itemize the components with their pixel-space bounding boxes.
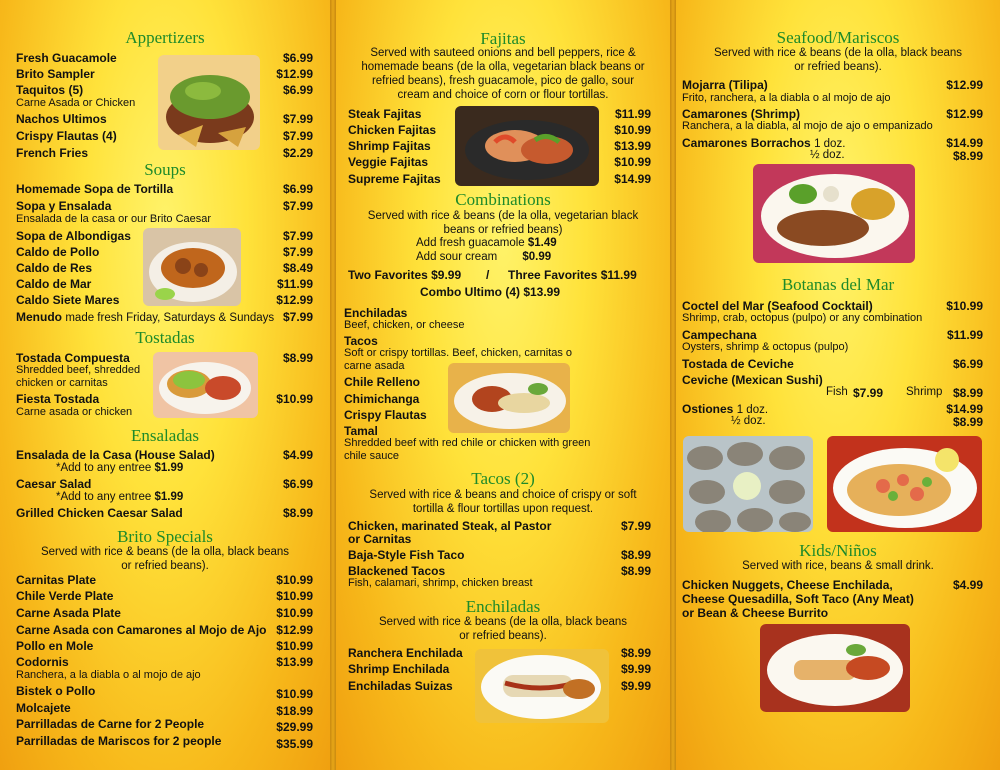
- menu-item-name: Steak Fajitas: [348, 107, 422, 121]
- add-on-price: $0.99: [522, 251, 552, 263]
- section-description: homemade beans (de la olla, vegetarian black beans or: [361, 61, 645, 73]
- quantity-label: ½ doz.: [731, 415, 766, 427]
- menu-item-name: Grilled Chicken Caesar Salad: [16, 506, 183, 520]
- ceviche-shrimp-price: $8.99: [952, 386, 983, 400]
- menu-item-name: Shrimp Enchilada: [348, 662, 450, 676]
- section-title-seafood: Seafood/Mariscos: [776, 28, 900, 47]
- menu-item-note: Carne asada or chicken: [16, 406, 133, 418]
- borrachos-line: [682, 136, 845, 150]
- menu-item-name: Chimichanga: [344, 392, 420, 406]
- menu-item-name: Nachos Ultimos: [16, 112, 107, 126]
- menu-item-price: $10.99: [276, 392, 313, 406]
- menu-item-name: Homemade Sopa de Tortilla: [16, 182, 174, 196]
- section-description: or refried beans).: [121, 560, 209, 572]
- menu-item-name: Chile Relleno: [344, 375, 421, 389]
- ostiones-line: [682, 402, 768, 416]
- section-description: Served with rice, beans & small drink.: [742, 560, 934, 572]
- combo-ultimo: Combo Ultimo (4) $13.99: [420, 285, 561, 299]
- menu-item-price: $8.99: [282, 506, 313, 520]
- menu-item-price: $7.99: [282, 229, 313, 243]
- menu-item-price: $14.99: [946, 136, 983, 150]
- kids-item-line: Cheese Quesadilla, Soft Taco (Any Meat): [682, 592, 914, 606]
- menu-item-note: Shredded beef, shredded: [16, 364, 141, 376]
- menu-item-price: $8.99: [282, 351, 313, 365]
- add-on-price: $1.49: [527, 237, 557, 249]
- kids-plate-photo: [760, 624, 910, 712]
- menu-item-price: $7.99: [282, 129, 313, 143]
- guacamole-photo: [158, 55, 260, 150]
- menu-item-note: Fish, calamari, shrimp, chicken breast: [348, 577, 533, 589]
- menu-item-name: Bistek o Pollo: [16, 684, 96, 698]
- section-description: refried beans), fresh guacamole, pico de gallo, sour: [371, 75, 635, 87]
- section-description: cream and choice of corn or flour tortillas.: [397, 89, 609, 101]
- section-title-soups: Soups: [144, 160, 186, 179]
- menu-item-name: Brito Sampler: [16, 67, 95, 81]
- menu-item-price: $10.99: [276, 573, 313, 587]
- ceviche-tostada-photo: [827, 436, 982, 532]
- menu-item-note: Carne Asada or Chicken: [16, 97, 136, 109]
- add-on-line: [416, 251, 551, 263]
- section-title-botanas: Botanas del Mar: [781, 275, 895, 294]
- menu-panel-left: [0, 0, 330, 770]
- menu-item-price: $11.99: [614, 107, 651, 121]
- menu-item-name: Carne Asada Plate: [16, 606, 121, 620]
- menu-item-name: Molcajete: [16, 701, 71, 715]
- menu-item-name: Chile Verde Plate: [16, 589, 114, 603]
- menu-item-name: Tacos: [344, 334, 378, 348]
- section-description: Served with sauteed onions and bell peppers, rice &: [370, 47, 636, 59]
- section-title-kids: Kids/Niños: [799, 541, 877, 560]
- quantity-label: 1 doz.: [736, 404, 769, 416]
- menu-item-name: Taquitos (5): [16, 83, 84, 97]
- section-description: or refried beans).: [459, 630, 547, 642]
- menu-panel-right: [676, 0, 1000, 770]
- menu-item-price: $7.99: [282, 245, 313, 259]
- menu-item-price: $18.99: [276, 704, 313, 718]
- menu-item-name: Codornis: [16, 655, 69, 669]
- section-description: Served with rice & beans (de la olla, vegetarian black: [367, 210, 639, 222]
- combo-two-favorites: Two Favorites $9.99: [348, 268, 462, 282]
- menu-item-price: $6.99: [282, 182, 313, 196]
- menu-item-price: $2.29: [282, 146, 313, 160]
- section-title-ensaladas: Ensaladas: [131, 426, 199, 445]
- fajitas-photo: [455, 106, 599, 186]
- menu-item-price: $12.99: [276, 623, 313, 637]
- menu-item-price: $7.99: [282, 310, 313, 324]
- menu-item-price: $11.99: [276, 277, 313, 291]
- section-description: beans or refried beans): [443, 224, 563, 236]
- menu-item-name: Camarones (Shrimp): [682, 107, 801, 121]
- menu-item-name: Ceviche (Mexican Sushi): [682, 373, 823, 387]
- menu-item-note: carne asada: [344, 360, 405, 372]
- menu-item-price: $4.99: [952, 578, 983, 592]
- ceviche-shrimp-label: Shrimp: [906, 386, 943, 398]
- menu-item-name: Mojarra (Tilipa): [682, 78, 768, 92]
- section-description: Served with rice & beans (de la olla, black beans: [40, 546, 290, 558]
- menu-item-note: Shredded beef with red chile or chicken with green: [344, 437, 591, 449]
- menu-item-price: $12.99: [946, 107, 983, 121]
- menu-item-price: $8.99: [952, 415, 983, 429]
- menu-item-price: $29.99: [276, 720, 313, 734]
- menu-item-note: Soft or crispy tortillas. Beef, chicken, carnitas o: [344, 347, 573, 359]
- menu-item-price: $7.99: [282, 112, 313, 126]
- menu-item-name: Chicken, marinated Steak, al Pastor: [348, 519, 552, 533]
- section-description: Served with rice & beans (de la olla, black beans: [713, 47, 963, 59]
- menu-item-name: Enchiladas Suizas: [348, 679, 453, 693]
- menu-item-name: Crispy Flautas (4): [16, 129, 117, 143]
- menu-item-price: $10.99: [276, 687, 313, 701]
- section-title-appetizers: Appertizers: [125, 28, 205, 47]
- combo-three-favorites: Three Favorites $11.99: [508, 268, 637, 282]
- menu-item-name: Enchiladas: [344, 306, 408, 320]
- menu-item-price: $12.99: [276, 67, 313, 81]
- menu-item-price: $10.99: [614, 123, 651, 137]
- menu-item-price: $6.99: [282, 83, 313, 97]
- section-title-tacos: Tacos (2): [471, 469, 535, 488]
- menu-item-price: $35.99: [276, 737, 313, 751]
- menu-item-name: Menudo: [16, 310, 62, 324]
- menu-item-price: $12.99: [946, 78, 983, 92]
- menu-item-note: *Add to any entree: [56, 462, 152, 474]
- menu-item-price: $10.99: [276, 589, 313, 603]
- menu-item-name: Ranchera Enchilada: [348, 646, 463, 660]
- menu-item-price: $10.99: [276, 606, 313, 620]
- menu-item-name: Tostada Compuesta: [16, 351, 130, 365]
- menu-item-note: Ranchera, a la diabla o al mojo de ajo: [16, 669, 201, 681]
- add-on-price: $1.99: [154, 491, 184, 503]
- menu-item-name: Fresh Guacamole: [16, 51, 117, 65]
- menu-item-name: Parrilladas de Mariscos for 2 people: [16, 734, 222, 748]
- menu-item-name: Supreme Fajitas: [348, 172, 441, 186]
- add-on-label: Add sour cream: [416, 251, 498, 263]
- menu-item-name: Chicken Fajitas: [348, 123, 437, 137]
- add-on-price: $1.99: [154, 462, 184, 474]
- menu-item-name: Tamal: [344, 424, 378, 438]
- menu-item-name: Ensalada de la Casa (House Salad): [16, 448, 215, 462]
- menu-item-name: Crispy Flautas: [344, 408, 427, 422]
- menu-item-name: Coctel del Mar (Seafood Cocktail): [682, 299, 873, 313]
- section-description: or refried beans).: [794, 61, 882, 73]
- menu-item-note: Frito, ranchera, a la diabla o al mojo de ajo: [682, 92, 891, 104]
- section-description: Served with rice & beans and choice of crispy or soft: [369, 489, 637, 501]
- menu-item-price: $8.99: [620, 548, 651, 562]
- albondigas-soup-photo: [143, 228, 241, 306]
- menu-item-name: Blackened Tacos: [348, 564, 446, 578]
- menu-item-name: Caesar Salad: [16, 477, 92, 491]
- kids-item-line: Chicken Nuggets, Cheese Enchilada,: [682, 578, 893, 592]
- menu-item-note: *Add to any entree: [56, 491, 152, 503]
- menu-item-price: $8.99: [620, 564, 651, 578]
- menu-item-name: Ostiones: [682, 402, 734, 416]
- mojarra-fish-photo: [753, 164, 915, 263]
- tostada-photo: [153, 352, 258, 418]
- menu-item-price: $9.99: [620, 662, 651, 676]
- menu-item-name: Carne Asada con Camarones al Mojo de Ajo: [16, 623, 267, 637]
- menu-item-note: Oysters, shrimp & octopus (pulpo): [682, 341, 849, 353]
- menu-item-name: Pollo en Mole: [16, 639, 94, 653]
- menu-item-price: $10.99: [946, 299, 983, 313]
- section-description: Served with rice & beans (de la olla, black beans: [378, 616, 628, 628]
- menu-item-price: $9.99: [620, 679, 651, 693]
- menu-item-note: Ensalada de la casa or our Brito Caesar: [16, 213, 212, 225]
- enchiladas-photo: [475, 649, 609, 723]
- quantity-label: ½ doz.: [810, 149, 845, 161]
- menu-item-price: $6.99: [282, 477, 313, 491]
- menu-item-note: chicken or carnitas: [16, 377, 108, 389]
- menu-item-price: $13.99: [276, 655, 313, 669]
- menu-item-price: $14.99: [614, 172, 651, 186]
- menu-panel-center: [336, 0, 670, 770]
- menu-item-name: French Fries: [16, 146, 89, 160]
- menu-item-note: Ranchera, a la diabla, al mojo de ajo o empanizado: [682, 120, 933, 132]
- ceviche-fish-price: $7.99: [853, 386, 884, 400]
- combo-separator: /: [486, 268, 490, 282]
- section-title-fajitas: Fajitas: [480, 29, 526, 48]
- menu-item-name: Parrilladas de Carne for 2 People: [16, 717, 205, 731]
- menu-item-price: $4.99: [282, 448, 313, 462]
- menu-item-name: Carnitas Plate: [16, 573, 97, 587]
- menu-item-note: chile sauce: [344, 450, 400, 462]
- menu-item-name: or Carnitas: [348, 532, 412, 546]
- menu-item-price: $7.99: [282, 199, 313, 213]
- combination-plate-photo: [448, 363, 570, 433]
- menu-item-note: Shrimp, crab, octopus (pulpo) or any combination: [682, 312, 923, 324]
- add-on-line: [56, 462, 183, 474]
- section-title-enchiladas: Enchiladas: [465, 597, 541, 616]
- section-title-brito-specials: Brito Specials: [117, 527, 213, 546]
- menu-item-price: $13.99: [614, 139, 651, 153]
- menu-item-name: Baja-Style Fish Taco: [348, 548, 465, 562]
- menu-item-name: Shrimp Fajitas: [348, 139, 431, 153]
- oysters-photo: [683, 436, 813, 532]
- add-on-line: [416, 237, 557, 249]
- menu-item-price: $8.49: [282, 261, 313, 275]
- menu-item-name: Sopa y Ensalada: [16, 199, 112, 213]
- quantity-label: 1 doz.: [814, 138, 846, 150]
- section-description: tortilla & flour tortillas upon request.: [412, 503, 594, 515]
- menu-item-name: Caldo de Pollo: [16, 245, 100, 259]
- menu-item-name: Veggie Fajitas: [348, 155, 429, 169]
- menu-item-price: $7.99: [620, 519, 651, 533]
- menu-item-price: $10.99: [276, 639, 313, 653]
- menu-item-name: Tostada de Ceviche: [682, 357, 794, 371]
- menu-item-name: Camarones Borrachos: [682, 136, 811, 150]
- menu-item-price: $12.99: [276, 293, 313, 307]
- menudo-line: [16, 310, 274, 324]
- section-title-combinations: Combinations: [455, 190, 551, 209]
- menu-item-price: $6.99: [952, 357, 983, 371]
- menu-item-price: $8.99: [620, 646, 651, 660]
- menu-item-note: made fresh Friday, Saturdays & Sundays: [65, 312, 275, 324]
- section-title-tostadas: Tostadas: [135, 328, 195, 347]
- menu-item-price: $14.99: [946, 402, 983, 416]
- menu-item-price: $6.99: [282, 51, 313, 65]
- kids-item-line: or Bean & Cheese Burrito: [682, 606, 829, 620]
- menu-item-note: Beef, chicken, or cheese: [344, 319, 465, 331]
- add-on-label: Add fresh guacamole: [416, 237, 525, 249]
- menu-item-price: $10.99: [614, 155, 651, 169]
- menu-item-name: Campechana: [682, 328, 757, 342]
- menu-item-name: Fiesta Tostada: [16, 392, 100, 406]
- menu-item-name: Sopa de Albondigas: [16, 229, 131, 243]
- add-on-line: [56, 491, 183, 503]
- menu-item-price: $8.99: [952, 149, 983, 163]
- ceviche-fish-label: Fish: [826, 386, 848, 398]
- menu-item-name: Caldo Siete Mares: [16, 293, 120, 307]
- menu-item-name: Caldo de Mar: [16, 277, 92, 291]
- menu-item-price: $11.99: [946, 328, 983, 342]
- menu-item-name: Caldo de Res: [16, 261, 93, 275]
